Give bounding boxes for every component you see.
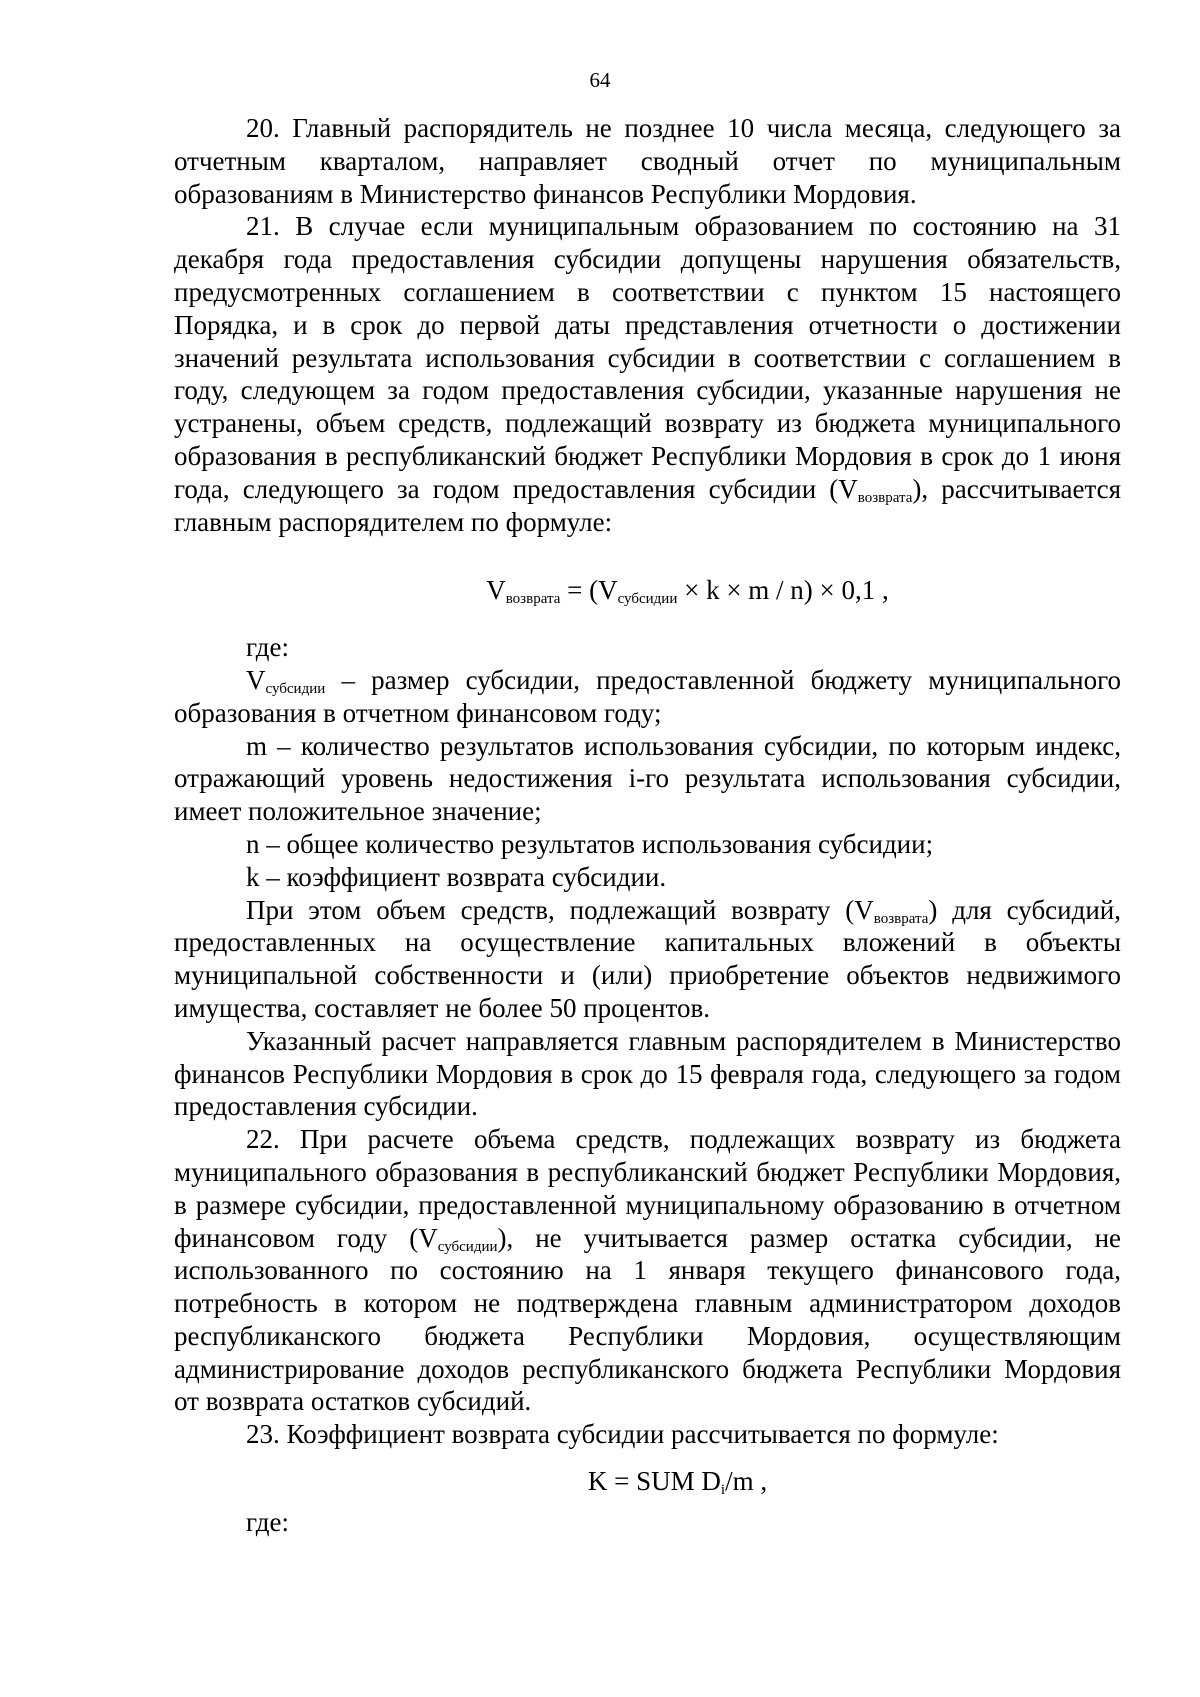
where-label: где:	[246, 632, 289, 663]
paragraph-21	[174, 210, 1121, 538]
paragraph-22-text-b: ), не учитывается размер остатка субсидии, не использованного по состоянию на 1 января текущего финансового года, потребность в котором не подтверждена главным администратором доходов республиканского бюджета Республики Мордовия, осуществляющим администрирование доходов республиканского бюджета Республики Мордовия от возврата остатков субсидий.	[174, 1222, 1121, 1417]
where-label-2: где:	[246, 1506, 289, 1537]
formula2-sub-i: i	[720, 1482, 726, 1499]
document-body	[174, 112, 1121, 1539]
formula2-a: K = SUM D	[587, 1466, 721, 1497]
formula-sub-vozvrata: возврата	[505, 591, 561, 608]
p22-sub-subsidii: субсидии	[437, 1238, 498, 1255]
paragraph-capital-text-b: ) для субсидий, предоставленных на осуществление капитальных вложений в объекты муниципальной собственности и (или) приобретение объектов недвижимого имущества, составляет не более 50 процентов.	[174, 894, 1122, 1023]
subscript-vozvrata: возврата	[857, 489, 913, 506]
formula-return-volume	[174, 574, 1121, 607]
paragraph-capital	[174, 894, 1121, 1025]
paragraph-20: 20. Главный распорядитель не позднее 10 числа месяца, следующего за отчетным кварталом, направляет сводный отчет по муниципальным образованиям в Министерство финансов Республики Мордовия.	[174, 113, 1121, 209]
paragraph-22	[174, 1123, 1121, 1418]
formula-rest: × k × m / n) × 0,1 ,	[677, 575, 889, 606]
capital-sub-vozvrata: возврата	[873, 910, 929, 927]
paragraph-21-text-a: 21. В случае если муниципальным образованием по состоянию на 31 декабря года предоставления субсидии допущены нарушения обязательств, предусмотренных соглашением в соответствии с пунктом 15 настоящего Порядка, и в срок до первой даты представления отчетности о достижении значений результата использования субсидии в соответствии с соглашением в году, следующем за годом предоставления субсидии, указанные нарушения не устранены, объем средств, подлежащий возврату из бюджета муниципального образования в республиканский бюджет Республики Мордовия в срок до 1 июня года, следующего за годом предоставления субсидии (V	[174, 211, 1121, 504]
formula-eq: = (V	[560, 575, 618, 606]
definition-m: m – количество результатов использования субсидии, по которым индекс, отражающий уровень недостижения i-го результата использования субсидии, имеет положительное значение;	[174, 730, 1121, 827]
paragraph-23: 23. Коэффициент возврата субсидии рассчитывается по формуле:	[246, 1419, 999, 1450]
definition-v-subsidii: $V_{субсидии}$ – размер субсидии, предоставленной бюджету муниципального образования в отчетном финансовом году;	[174, 664, 1121, 728]
formula-coefficient	[174, 1465, 1121, 1498]
paragraph-21-text-b: ), рассчитывается главным распорядителем по формуле:	[174, 473, 1121, 537]
definition-n: n – общее количество результатов использования субсидии;	[246, 828, 934, 859]
def-sub-subsidii: субсидии	[265, 680, 326, 697]
formula-v: V	[486, 575, 506, 606]
page-number: 64	[589, 68, 611, 92]
definition-v-text: – размер субсидии, предоставленной бюджету муниципального образования в отчетном финансовом году;	[174, 664, 1121, 728]
formula-sub-subsidii: субсидии	[617, 591, 678, 608]
definition-k: k – коэффициент возврата субсидии.	[246, 861, 667, 892]
paragraph-22-text-a: 22. При расчете объема средств, подлежащих возврату из бюджета муниципального образования в республиканский бюджет Республики Мордовия, в размере субсидии, предоставленной муниципальному образованию в отчетном финансовом году (V	[174, 1124, 1121, 1253]
paragraph-calculation: Указанный расчет направляется главным распорядителем в Министерство финансов Республики Мордовия в срок до 15 февраля года, следующего за годом предоставления субсидии.	[174, 1025, 1121, 1122]
formula2-b: /m ,	[725, 1466, 768, 1497]
paragraph-capital-text-a: При этом объем средств, подлежащий возврату (V	[246, 894, 874, 925]
